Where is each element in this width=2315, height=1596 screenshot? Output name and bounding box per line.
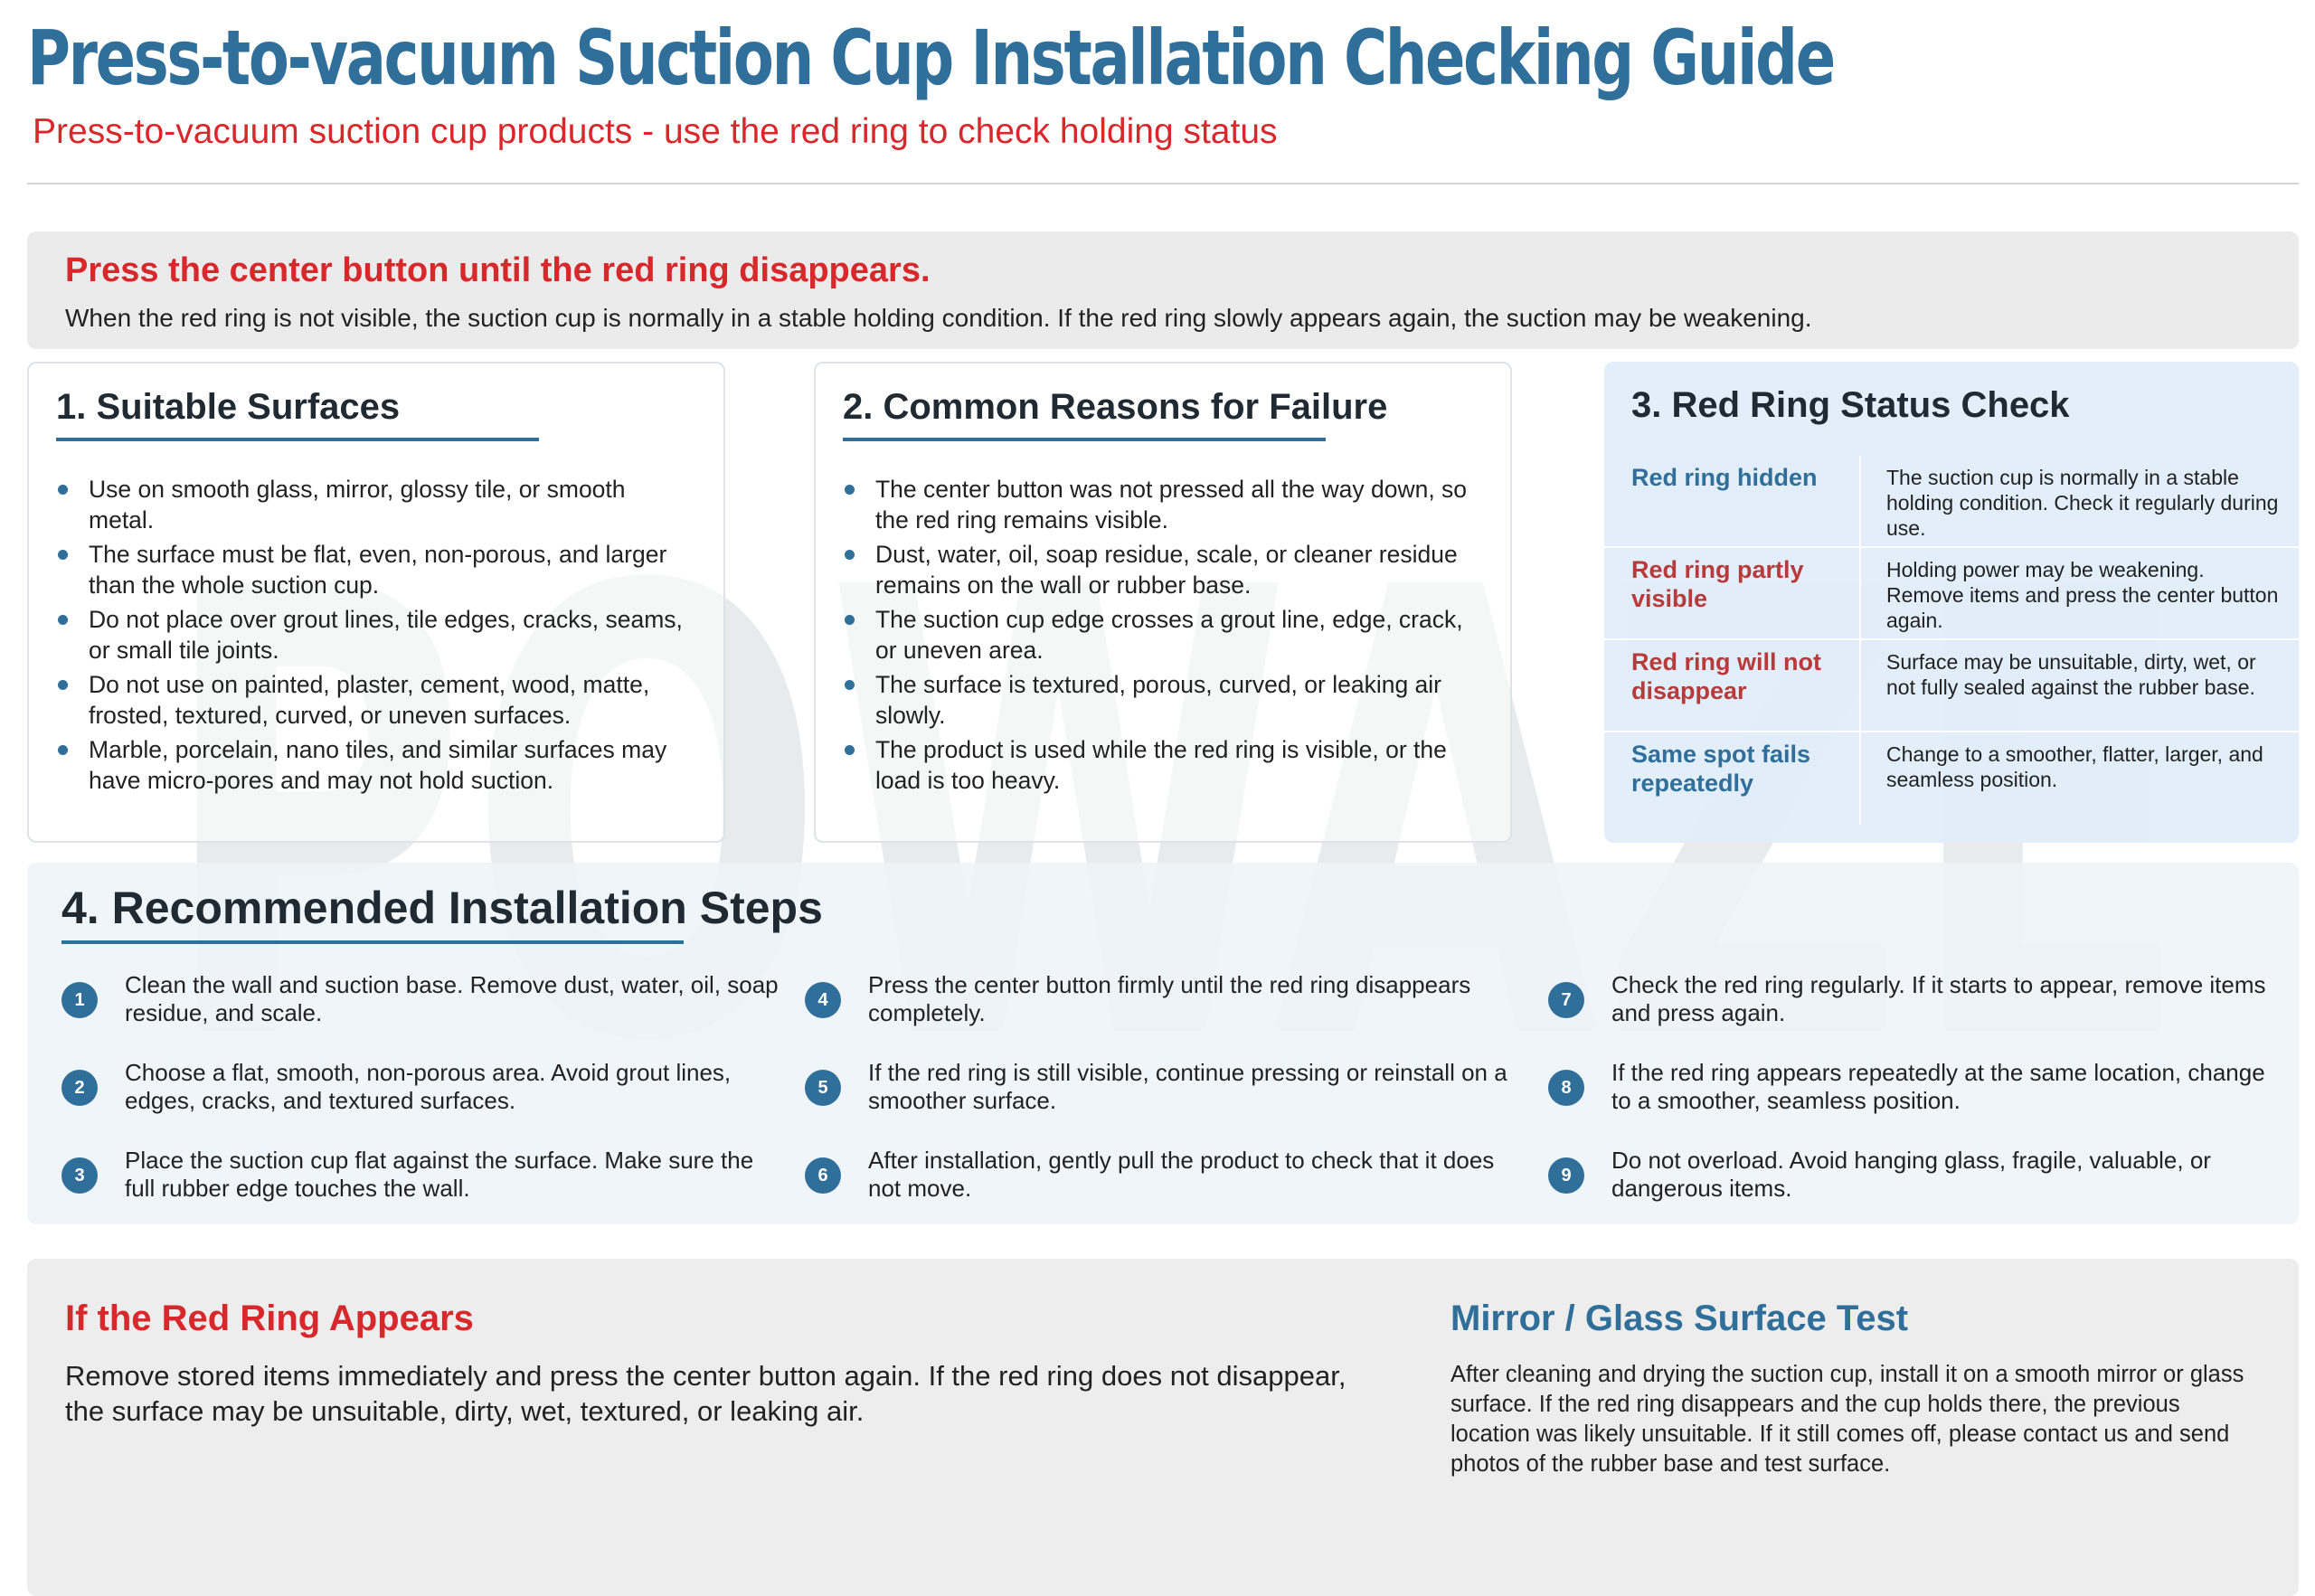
red-ring-appears-text: Remove stored items immediately and press the center button again. If the red ring does not disappear, the surface may be unsuitable, dirty, wet, textured, or leaking air. xyxy=(65,1360,1346,1427)
bullet-icon xyxy=(58,485,68,495)
title-underline xyxy=(843,438,1326,441)
failure-reasons-title: 2. Common Reasons for Failure xyxy=(843,387,1388,427)
step-number-badge: 9 xyxy=(1548,1157,1584,1194)
step-text: If the red ring appears repeatedly at the same location, change to a smoother, seamless position. xyxy=(1611,1059,2265,1114)
step-item xyxy=(805,1059,1528,1115)
bullet-icon xyxy=(845,745,855,755)
step-number-badge: 2 xyxy=(61,1070,98,1106)
step-text: Choose a flat, smooth, non-porous area. Avoid grout lines, edges, cracks, and textured surfaces. xyxy=(125,1059,732,1114)
status-table xyxy=(1604,456,2299,825)
suitable-surfaces-card xyxy=(27,362,725,843)
page-title: Press-to-vacuum Suction Cup Installation Checking Guide xyxy=(27,14,1834,102)
status-description: Holding power may be weakening. Remove items and press the center button again. xyxy=(1886,558,2279,632)
callout-title: Press the center button until the red ring disappears. xyxy=(65,251,931,289)
step-item xyxy=(1548,971,2272,1027)
list-item: Marble, porcelain, nano tiles, and similar surfaces may have micro-pores and may not hold suction. xyxy=(56,734,696,796)
mirror-test-section xyxy=(1450,1295,2264,1479)
installation-steps-title: 4. Recommended Installation Steps xyxy=(61,883,823,933)
status-description: Surface may be unsuitable, dirty, wet, or not fully sealed against the rubber base. xyxy=(1886,650,2256,699)
status-row xyxy=(1604,456,2299,548)
header-divider xyxy=(27,183,2299,184)
red-ring-status-card xyxy=(1604,362,2299,843)
callout-box xyxy=(27,231,2299,349)
status-description: The suction cup is normally in a stable holding condition. Check it regularly during use. xyxy=(1886,466,2279,540)
step-item xyxy=(805,1147,1528,1203)
step-text: Check the red ring regularly. If it starts to appear, remove items and press again. xyxy=(1611,971,2266,1026)
step-number-badge: 5 xyxy=(805,1070,841,1106)
callout-text: When the red ring is not visible, the suction cup is normally in a stable holding condition. If the red ring slowly appears again, the suction may be weakening. xyxy=(65,304,1812,332)
list-item: Dust, water, oil, soap residue, scale, or cleaner residue remains on the wall or rubber base. xyxy=(843,539,1483,600)
list-item: The suction cup edge crosses a grout line, edge, crack, or uneven area. xyxy=(843,604,1483,666)
mirror-test-text: After cleaning and drying the suction cup, install it on a smooth mirror or glass surface. If the red ring disappears and the cup holds there, the previous location was likely unsuitable. If it still comes off, please contact us and send photos of the rubber base and test surface. xyxy=(1450,1362,2244,1477)
bullet-icon xyxy=(58,680,68,690)
step-item xyxy=(1548,1059,2272,1115)
installation-steps-panel xyxy=(27,863,2299,1224)
status-row xyxy=(1604,640,2299,732)
bullet-icon xyxy=(58,615,68,625)
step-text: If the red ring is still visible, continue pressing or reinstall on a smoother surface. xyxy=(868,1059,1507,1114)
step-text: Press the center button firmly until the red ring disappears completely. xyxy=(868,971,1471,1026)
title-underline xyxy=(56,438,539,441)
step-text: Place the suction cup flat against the surface. Make sure the full rubber edge touches the wall. xyxy=(125,1147,754,1202)
failure-reasons-list xyxy=(843,474,1483,796)
bullet-icon xyxy=(58,550,68,560)
step-text: Clean the wall and suction base. Remove dust, water, oil, soap residue, and scale. xyxy=(125,971,779,1026)
step-item xyxy=(805,971,1528,1027)
red-ring-appears-section xyxy=(65,1295,1349,1429)
status-label: Same spot fails repeatedly xyxy=(1604,732,1861,825)
status-label: Red ring hidden xyxy=(1604,456,1861,546)
bullet-icon xyxy=(845,615,855,625)
header xyxy=(27,9,2297,152)
list-item: The center button was not pressed all the way down, so the red ring remains visible. xyxy=(843,474,1483,535)
status-row xyxy=(1604,732,2299,825)
suitable-surfaces-list xyxy=(56,474,696,796)
step-text: After installation, gently pull the product to check that it does not move. xyxy=(868,1147,1495,1202)
list-item: Do not place over grout lines, tile edges, cracks, seams, or small tile joints. xyxy=(56,604,696,666)
step-number-badge: 6 xyxy=(805,1157,841,1194)
bullet-icon xyxy=(58,745,68,755)
step-item xyxy=(61,1147,785,1203)
step-text: Do not overload. Avoid hanging glass, fragile, valuable, or dangerous items. xyxy=(1611,1147,2211,1202)
list-item: Do not use on painted, plaster, cement, wood, matte, frosted, textured, curved, or uneven surfaces. xyxy=(56,669,696,731)
suitable-surfaces-title: 1. Suitable Surfaces xyxy=(56,387,401,427)
status-row xyxy=(1604,548,2299,640)
bullet-icon xyxy=(845,680,855,690)
step-item xyxy=(1548,1147,2272,1203)
step-number-badge: 1 xyxy=(61,982,98,1018)
status-label: Red ring will not disappear xyxy=(1604,640,1861,731)
step-number-badge: 4 xyxy=(805,982,841,1018)
bullet-icon xyxy=(845,485,855,495)
mirror-test-title: Mirror / Glass Surface Test xyxy=(1450,1299,1909,1338)
step-number-badge: 8 xyxy=(1548,1070,1584,1106)
step-item xyxy=(61,1059,785,1115)
bottom-panel xyxy=(27,1259,2299,1596)
title-underline xyxy=(61,940,684,944)
list-item: Use on smooth glass, mirror, glossy tile, or smooth metal. xyxy=(56,474,696,535)
failure-reasons-card xyxy=(814,362,1512,843)
page-subtitle: Press-to-vacuum suction cup products - use the red ring to check holding status xyxy=(33,112,1278,151)
list-item: The product is used while the red ring is visible, or the load is too heavy. xyxy=(843,734,1483,796)
status-label: Red ring partly visible xyxy=(1604,548,1861,638)
bullet-icon xyxy=(845,550,855,560)
list-item: The surface is textured, porous, curved, or leaking air slowly. xyxy=(843,669,1483,731)
red-ring-appears-title: If the Red Ring Appears xyxy=(65,1299,474,1338)
step-number-badge: 7 xyxy=(1548,982,1584,1018)
list-item: The surface must be flat, even, non-porous, and larger than the whole suction cup. xyxy=(56,539,696,600)
step-number-badge: 3 xyxy=(61,1157,98,1194)
step-item xyxy=(61,971,785,1027)
status-description: Change to a smoother, flatter, larger, and seamless position. xyxy=(1886,742,2263,791)
red-ring-status-title: 3. Red Ring Status Check xyxy=(1631,385,2070,425)
